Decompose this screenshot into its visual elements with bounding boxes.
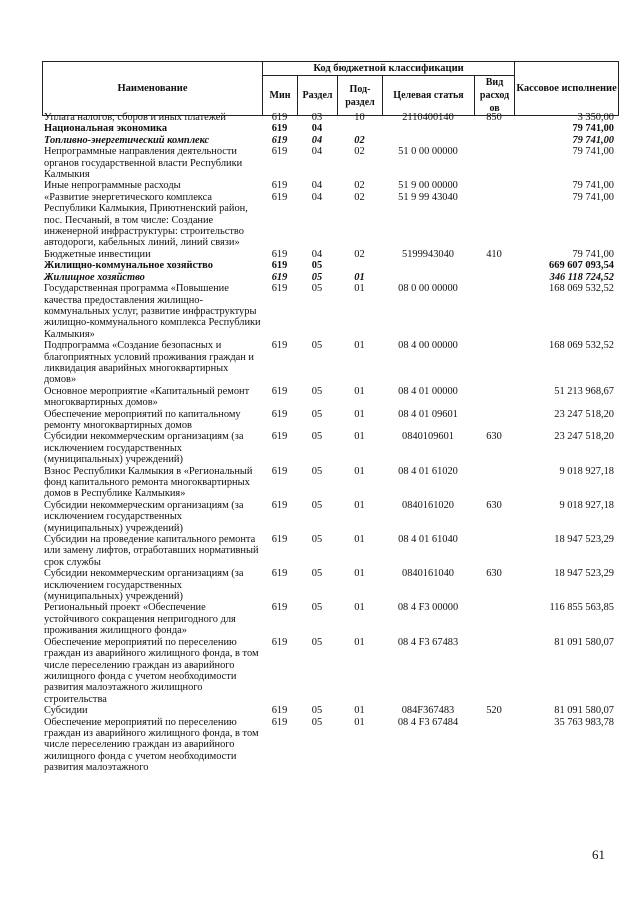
row-vid [474,146,514,180]
row-vid: 630 [486,568,502,580]
row-celevaya: 5199943040 [402,248,454,260]
row-podrazdel: 01 [354,602,365,614]
table-row [42,602,618,636]
table-row [42,123,618,134]
row-name: Национальная экономика [44,123,168,135]
row-min: 619 [271,180,288,192]
row-name: Основное мероприятие «Капитальный ремонт многоквартирных домов» [44,385,250,409]
header-celevaya: Целевая статья [383,76,475,116]
row-name: Взнос Республики Калмыкия в «Региональный фонд капитального ремонта многоквартирных домов в Республике Калмыкия» [44,465,253,500]
table-row [42,146,618,180]
row-name: Обеспечение мероприятий по переселению граждан из аварийного жилищного фонда, в том числе переселению граждан из аварийного жилищного фонда с учетом необходимости развития малоэтажного жилищного строительства [44,636,259,705]
table-row [42,705,618,716]
table-row [42,135,618,146]
header-kassovoe: Кассовое исполнение [515,62,619,116]
row-vid [474,135,514,146]
row-razdel: 05 [311,271,323,283]
row-vid: 410 [486,248,502,260]
row-celevaya: 51 9 00 00000 [398,180,458,192]
row-celevaya: 08 4 00 00000 [398,340,458,352]
row-min: 619 [271,146,288,158]
row-amount: 35 763 983,78 [554,716,614,728]
row-amount: 79 741,00 [572,248,614,260]
row-min: 619 [271,123,288,135]
row-razdel: 05 [311,534,323,546]
row-amount: 346 118 724,52 [549,271,614,283]
row-amount: 168 069 532,52 [549,340,614,352]
row-podrazdel: 01 [354,705,365,717]
table-row [42,272,618,283]
row-min: 619 [271,499,288,511]
row-min: 619 [271,112,288,123]
row-min: 619 [271,568,288,580]
row-name: Субсидии некоммерческим организациям (за исключением государственных (муниципальных) учреждений) [44,499,244,534]
table-body [42,112,618,774]
row-name: Жилищное хозяйство [44,271,145,283]
row-razdel: 05 [311,340,323,352]
row-vid [474,180,514,191]
row-celevaya: 08 4 01 61040 [398,534,458,546]
row-razdel: 05 [311,636,323,648]
row-name: Иные непрограммные расходы [44,180,181,192]
row-vid [474,386,514,409]
row-name: Субсидии некоммерческим организациям (за исключением государственных (муниципальных) учреждений) [44,431,244,466]
row-razdel: 04 [311,134,323,146]
row-podrazdel: 01 [354,636,365,648]
row-vid [474,192,514,249]
row-podrazdel: 10 [354,112,365,123]
header-podrazdel: Под-раздел [338,76,383,116]
header-vid: Вид расход ов [475,76,515,116]
row-amount: 18 947 523,29 [554,568,614,580]
row-min: 619 [271,385,288,397]
row-name: «Развитие энергетического комплекса Республики Калмыкия, Приютненский район, пос. Песчаный, в том числе: Создание инженерной инфраструктуры: строительство автодороги, кабельных линий, линий связи» [44,191,248,249]
row-amount: 23 247 518,20 [554,431,614,443]
row-min: 619 [271,705,288,717]
row-podrazdel: 02 [354,248,365,260]
row-razdel: 04 [311,123,323,135]
row-min: 619 [271,271,288,283]
table-row [42,534,618,568]
row-razdel: 05 [311,408,323,420]
row-amount: 81 091 580,07 [554,636,614,648]
row-celevaya [382,260,474,271]
row-name: Подпрограмма «Создание безопасных и благоприятных условий проживания граждан и ликвидация аварийных многоквартирных домов» [44,340,254,386]
row-razdel: 04 [311,248,323,260]
row-min: 619 [271,248,288,260]
row-razdel: 04 [311,180,323,192]
row-celevaya: 084F367483 [401,705,455,717]
row-min: 619 [271,260,288,272]
table-row [42,180,618,191]
row-razdel: 04 [311,191,323,203]
row-name: Жилищно-коммунальное хозяйство [44,260,213,272]
row-name: Региональный проект «Обеспечение устойчивого сокращения непригодного для проживания жилищного фонда» [44,602,236,637]
row-amount: 116 855 563,85 [549,602,614,614]
row-celevaya: 08 4 F3 00000 [397,602,459,614]
table-row [42,568,618,602]
row-name: Бюджетные инвестиции [44,248,151,260]
row-podrazdel: 01 [354,499,365,511]
page-number: 61 [592,847,605,862]
table-row [42,260,618,271]
row-podrazdel: 01 [354,385,365,397]
table-row [42,637,618,705]
row-name: Государственная программа «Повышение качества предоставления жилищно-коммунальных услуг, развитие инфраструктуры жилищно-коммунального комплекса Республики Калмыкия» [44,283,261,340]
row-amount: 9 018 927,18 [559,499,614,511]
row-min: 619 [271,408,288,420]
row-min: 619 [271,636,288,648]
table-row [42,386,618,409]
row-podrazdel: 02 [354,146,365,158]
row-min: 619 [271,283,288,295]
row-amount: 79 741,00 [572,191,614,203]
row-celevaya [382,272,474,283]
row-podrazdel: 01 [354,408,365,420]
row-razdel: 05 [311,705,323,717]
row-vid [474,534,514,568]
row-vid [474,340,514,386]
row-amount: 79 741,00 [572,146,614,158]
header-name: Наименование [43,62,263,116]
row-podrazdel: 02 [354,180,365,192]
row-amount: 79 741,00 [572,134,614,146]
row-celevaya: 0840109601 [402,431,454,443]
budget-table [42,112,618,774]
row-vid: 850 [486,112,502,123]
row-min: 619 [271,534,288,546]
row-vid [474,637,514,705]
row-podrazdel: 01 [354,716,365,728]
row-amount: 3 350,00 [577,112,614,123]
table-row [42,283,618,340]
row-amount: 79 741,00 [572,180,614,192]
row-min: 619 [271,465,288,477]
row-podrazdel: 01 [354,271,365,283]
row-razdel: 04 [311,146,323,158]
row-razdel: 05 [311,465,323,477]
row-podrazdel [337,260,382,271]
row-name: Уплата налогов, сборов и иных платежей [44,112,226,123]
row-podrazdel: 02 [354,134,365,146]
row-podrazdel: 01 [354,568,365,580]
row-razdel: 05 [311,385,323,397]
row-celevaya: 2110400140 [402,112,454,123]
row-amount: 51 213 968,67 [554,385,614,397]
row-celevaya: 51 9 99 43040 [398,191,458,203]
table-row [42,249,618,260]
row-razdel: 03 [311,112,323,123]
row-celevaya: 08 4 01 09601 [398,408,458,420]
row-celevaya: 08 4 F3 67483 [397,636,459,648]
row-vid [474,717,514,774]
table-row [42,500,618,534]
row-celevaya [382,123,474,134]
row-name: Субсидии [44,705,88,717]
header-kbk: Код бюджетной классификации [263,62,515,76]
row-podrazdel: 01 [354,283,365,295]
row-name: Субсидии на проведение капитального ремонта или замену лифтов, отработавших нормативный срок службы [44,534,259,568]
row-name: Топливно-энергетический комплекс [44,134,210,146]
table-row [42,431,618,465]
row-vid [474,602,514,636]
row-celevaya: 0840161020 [402,499,454,511]
table-row [42,192,618,249]
row-vid [474,409,514,432]
row-razdel: 05 [311,499,323,511]
row-name: Обеспечение мероприятий по капитальному ремонту многоквартирных домов [44,408,241,431]
table-row [42,409,618,432]
header-min: Мин [263,76,298,116]
row-min: 619 [271,716,288,728]
row-name: Субсидии некоммерческим организациям (за исключением государственных (муниципальных) учреждений) [44,568,244,603]
row-amount: 669 607 093,54 [549,260,614,272]
row-amount: 81 091 580,07 [554,705,614,717]
table-header [42,61,619,116]
row-podrazdel: 01 [354,534,365,546]
row-podrazdel: 01 [354,340,365,352]
row-min: 619 [271,340,288,352]
row-razdel: 05 [311,431,323,443]
row-podrazdel: 01 [354,465,365,477]
row-amount: 168 069 532,52 [549,283,614,295]
row-name: Непрограммные направления деятельности органов государственной власти Республики Калмыкия [44,146,243,181]
row-celevaya [382,135,474,146]
table-row [42,112,618,123]
row-amount: 18 947 523,29 [554,534,614,546]
row-vid: 520 [486,705,502,717]
table-row [42,466,618,500]
row-vid: 630 [486,499,502,511]
row-celevaya: 51 0 00 00000 [398,146,458,158]
row-vid [474,466,514,500]
row-celevaya: 08 4 01 61020 [398,465,458,477]
row-razdel: 05 [311,568,323,580]
row-min: 619 [271,134,288,146]
header-razdel: Раздел [298,76,338,116]
row-amount: 9 018 927,18 [559,465,614,477]
row-name: Обеспечение мероприятий по переселению граждан из аварийного жилищного фонда, в том числе переселению граждан из аварийного жилищного фонда с учетом необходимости развития малоэтажного [44,716,259,774]
table-row [42,340,618,386]
row-celevaya: 08 4 01 00000 [398,385,458,397]
row-min: 619 [271,431,288,443]
row-celevaya: 0840161040 [402,568,454,580]
row-min: 619 [271,602,288,614]
row-amount: 23 247 518,20 [554,408,614,420]
row-vid [474,283,514,340]
table-row [42,717,618,774]
row-celevaya: 08 0 00 00000 [398,283,458,295]
row-razdel: 05 [311,602,323,614]
row-vid [474,272,514,283]
row-vid [474,123,514,134]
row-razdel: 05 [311,716,323,728]
row-min: 619 [271,191,288,203]
row-podrazdel: 02 [354,191,365,203]
row-podrazdel: 01 [354,431,365,443]
row-razdel: 05 [311,260,323,272]
row-vid [474,260,514,271]
row-razdel: 05 [311,283,323,295]
row-celevaya: 08 4 F3 67484 [397,716,459,728]
row-podrazdel [337,123,382,134]
row-vid: 630 [486,431,502,443]
row-amount: 79 741,00 [572,123,614,135]
